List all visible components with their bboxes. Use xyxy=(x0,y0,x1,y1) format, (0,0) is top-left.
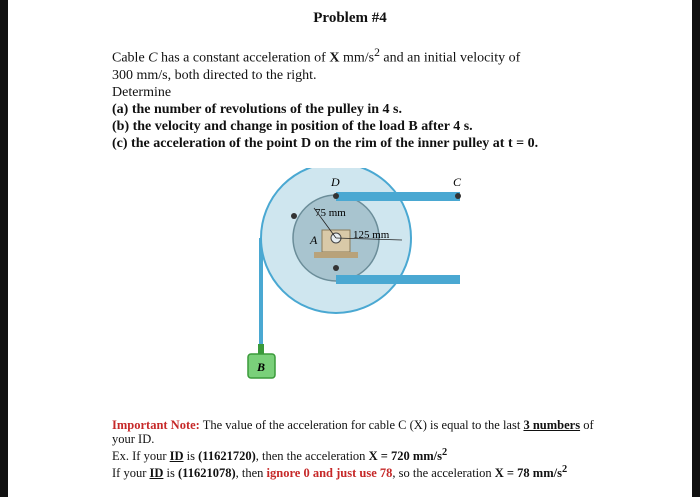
question-b: (b) the velocity and change in position of the load B after 4 s. xyxy=(112,118,473,134)
support-base xyxy=(314,252,358,258)
inner-cable-wrap-lower xyxy=(336,275,460,284)
note-line-2: your ID. xyxy=(112,432,155,446)
point-c-dot xyxy=(455,193,461,199)
statement-line-3: Determine xyxy=(112,84,172,100)
problem-title: Problem #4 xyxy=(313,10,387,26)
load-hook xyxy=(258,344,264,354)
label-b: B xyxy=(257,360,266,374)
question-a: (a) the number of revolutions of the pulley in 4 s. xyxy=(112,101,402,117)
label-c: C xyxy=(453,175,462,189)
rim-dot-bottom xyxy=(333,265,339,271)
label-d: D xyxy=(331,175,340,189)
pulley-figure xyxy=(232,168,492,388)
dim-label-75: 75 mm xyxy=(315,207,346,219)
important-note xyxy=(112,418,612,480)
statement-line-1: Cable C has a constant acceleration of X $mm/s^2$ and an initial velocity of xyxy=(112,46,521,66)
left-edge-bar xyxy=(0,0,8,497)
question-c: (c) the acceleration of the point D on the rim of the inner pulley at t = 0. xyxy=(112,135,539,151)
inner-cable-wrap xyxy=(336,192,460,201)
note-example-1: Ex. If your ID is (11621720), then the acceleration X = 720 $mm/s^2$ xyxy=(112,447,448,464)
label-a: A xyxy=(310,233,318,247)
rim-dot-left xyxy=(291,213,297,219)
statement-line-2: 300 mm/s, both directed to the right. xyxy=(112,67,317,83)
point-d-dot xyxy=(333,193,339,199)
right-edge-bar xyxy=(692,0,700,497)
dim-label-125: 125 mm xyxy=(353,229,390,241)
problem-statement xyxy=(112,44,592,152)
note-line-1: Important Note: The value of the acceleration for cable C (X) is equal to the last 3 numbers of xyxy=(112,418,594,432)
note-example-2: If your ID is (11621078), then ignore 0 and just use 78, so the acceleration X = 78 $mm/s^2$ xyxy=(112,464,568,481)
